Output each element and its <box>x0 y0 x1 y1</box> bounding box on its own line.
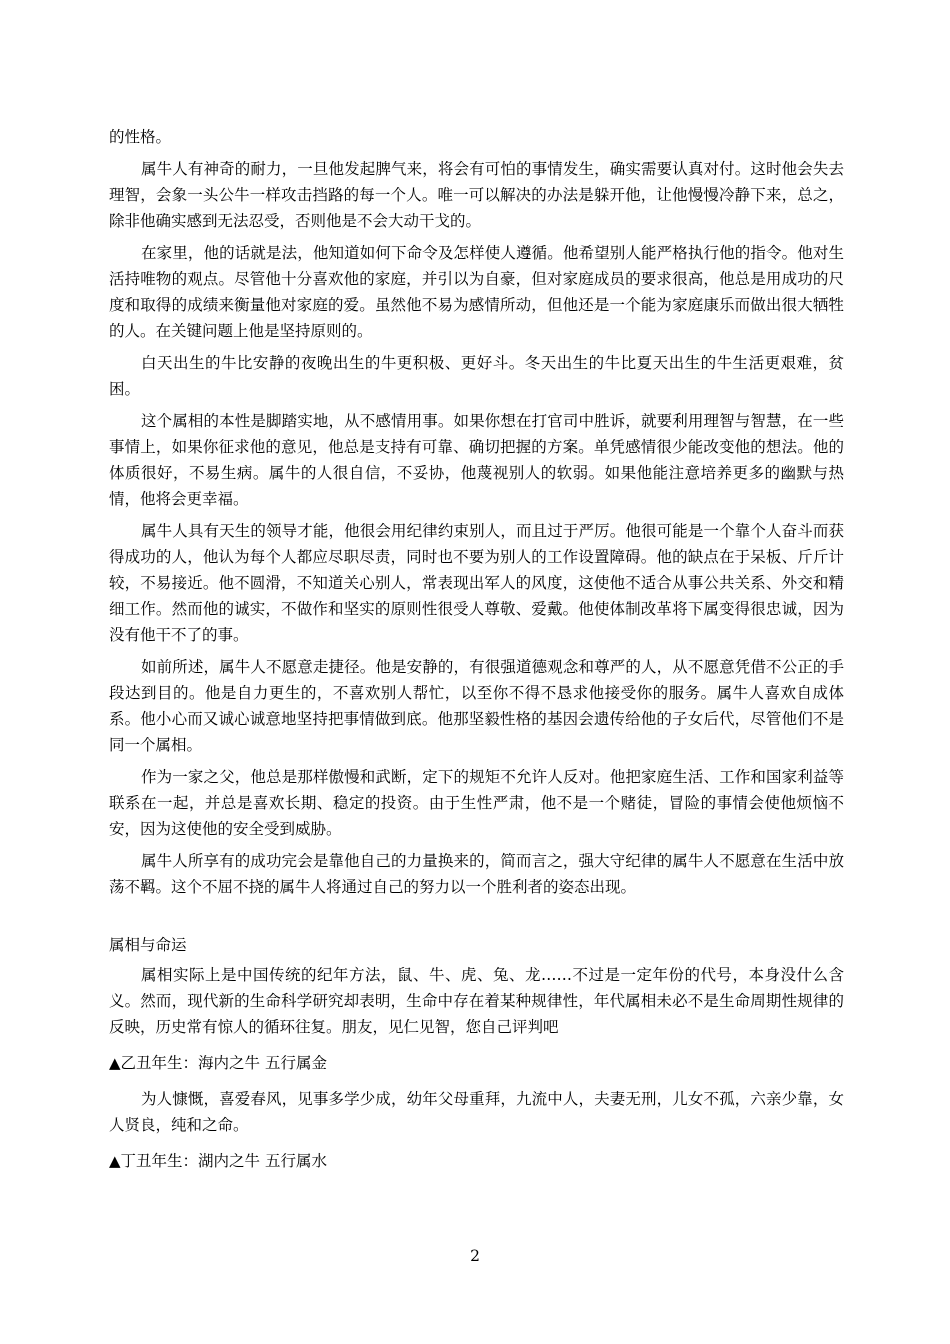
page-number: 2 <box>470 1247 480 1265</box>
fortune-text-yichou: 为人慷慨，喜爱春风，见事多学少成，幼年父母重拜，九流中人，夫妻无刑，儿女不孤，六亲少靠，女人贤良，纯和之命。 <box>109 1090 844 1134</box>
section-heading: 属相与命运 <box>109 936 187 954</box>
paragraph-family: 在家里，他的话就是法，他知道如何下命令及怎样使人遵循。他希望别人能严格执行他的指令。他对生活持唯物的观点。尽管他十分喜欢他的家庭，并引以为自豪，但对家庭成员的要求很高，他总是用成功的尺度和取得的成绩来衡量他对家庭的爱。虽然他不易为感情所动，但他还是一个能为家庭康乐而做出很大牺牲的人。在关键问题上他是坚持原则的。 <box>109 244 844 340</box>
fortune-title: 乙丑年生：海内之牛 五行属金 <box>120 1054 327 1072</box>
paragraph-principles: 如前所述，属牛人不愿意走捷径。他是安静的，有很强道德观念和尊严的人，从不愿意凭借不公正的手段达到目的。他是自力更生的，不喜欢别人帮忙，以至你不得不恳求他接受你的服务。属牛人喜欢自成体系。他小心而又诚心诚意地坚持把事情做到底。他那坚毅性格的基因会遗传给他的子女后代，尽管他们不是同一个属相。 <box>109 658 844 754</box>
paragraph-leadership: 属牛人具有天生的领导才能，他很会用纪律约束别人，而且过于严厉。他很可能是一个靠个人奋斗而获得成功的人，他认为每个人都应尽职尽责，同时也不要为别人的工作设置障碍。他的缺点在于呆板、斤斤计较，不易接近。他不圆滑，不知道关心别人，常表现出军人的风度，这使他不适合从事公共关系、外交和精细工作。然而他的诚实，不做作和坚实的原则性很受人尊敬、爱戴。他使体制改革将下属变得很忠诚，因为没有他干不了的事。 <box>109 522 844 644</box>
fortune-heading-yichou <box>109 1050 844 1076</box>
paragraph-birth-time: 白天出生的牛比安静的夜晚出生的牛更积极、更好斗。冬天出生的牛比夏天出生的牛生活更艰难，贫困。 <box>109 354 844 398</box>
paragraph-continuation: 的性格。 <box>109 128 172 146</box>
paragraph-success: 属牛人所享有的成功完会是靠他自己的力量换来的，简而言之，强大守纪律的属牛人不愿意在生活中放荡不羁。这个不屈不挠的属牛人将通过自己的努力以一个胜利者的姿态出现。 <box>109 852 844 896</box>
fortune-title: 丁丑年生：湖内之牛 五行属水 <box>120 1152 327 1170</box>
page-body <box>109 124 844 1184</box>
triangle-bullet-icon: ▲ <box>109 1152 121 1170</box>
paragraph-father: 作为一家之父，他总是那样傲慢和武断，定下的规矩不允许人反对。他把家庭生活、工作和国家利益等联系在一起，并总是喜欢长期、稳定的投资。由于生性严肃，他不是一个赌徒，冒险的事情会使他烦恼不安，因为这使他的安全受到威胁。 <box>109 768 844 838</box>
section-intro: 属相实际上是中国传统的纪年方法，鼠、牛、虎、兔、龙……不过是一定年份的代号，本身没什么含义。然而，现代新的生命科学研究却表明，生命中存在着某种规律性，年代属相未必不是生命周期性规律的反映，历史常有惊人的循环往复。朋友，见仁见智，您自己评判吧 <box>109 966 844 1036</box>
paragraph-temper: 属牛人有神奇的耐力，一旦他发起脾气来，将会有可怕的事情发生，确实需要认真对付。这时他会失去理智，会象一头公牛一样攻击挡路的每一个人。唯一可以解决的办法是躲开他，让他慢慢冷静下来，总之，除非他确实感到无法忍受，否则他是不会大动干戈的。 <box>109 160 844 230</box>
paragraph-nature: 这个属相的本性是脚踏实地，从不感情用事。如果你想在打官司中胜诉，就要利用理智与智慧，在一些事情上，如果你征求他的意见，他总是支持有可靠、确切把握的方案。单凭感情很少能改变他的想法。他的体质很好，不易生病。属牛的人很自信，不妥协，他蔑视别人的软弱。如果他能注意培养更多的幽默与热情，他将会更幸福。 <box>109 412 844 508</box>
fortune-heading-dingchou <box>109 1148 844 1174</box>
triangle-bullet-icon: ▲ <box>109 1054 121 1072</box>
